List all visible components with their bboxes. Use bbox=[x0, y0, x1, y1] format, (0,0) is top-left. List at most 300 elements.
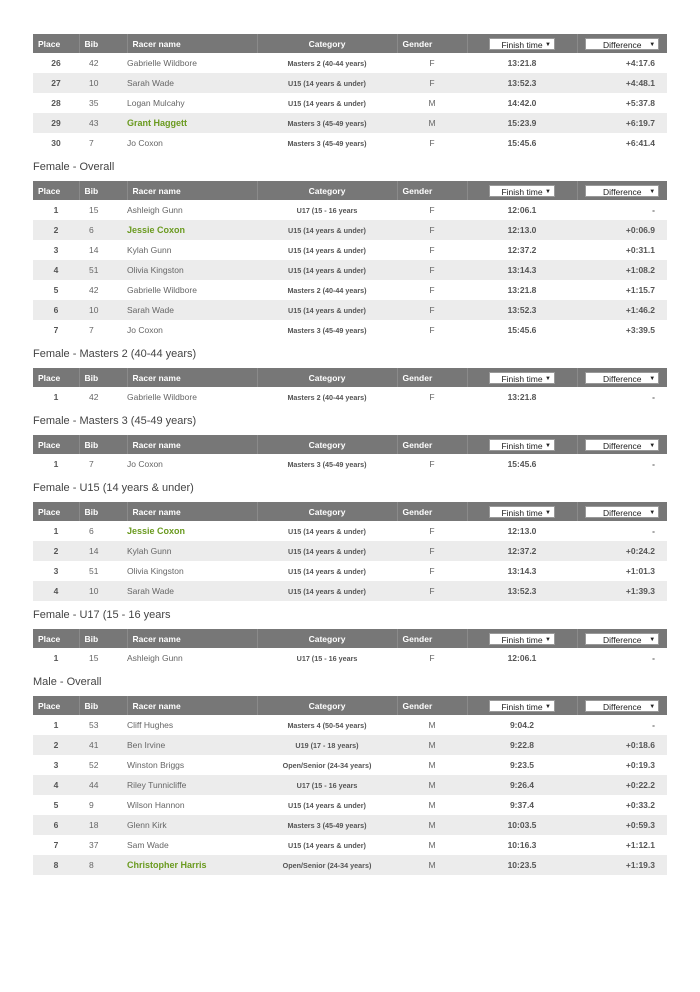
cell-bib: 14 bbox=[89, 546, 99, 556]
cell-finish-time: 10:23.5 bbox=[507, 860, 537, 870]
header-bib[interactable]: Bib bbox=[79, 368, 127, 387]
header-gender[interactable]: Gender bbox=[397, 181, 467, 200]
cell-finish-time: 13:52.3 bbox=[507, 78, 537, 88]
cell-category: Open/Senior (24-34 years) bbox=[282, 760, 372, 770]
cell-racer-name: Ben Irvine bbox=[127, 740, 166, 750]
difference-select[interactable] bbox=[585, 506, 659, 518]
results-section bbox=[33, 407, 667, 474]
cell-racer-name: Gabrielle Wildbore bbox=[127, 58, 197, 68]
header-place[interactable]: Place bbox=[38, 439, 61, 450]
header-racer-name[interactable]: Racer name bbox=[127, 696, 257, 715]
table-body bbox=[33, 715, 667, 875]
cell-place: 2 bbox=[53, 225, 59, 235]
cell-finish-time: 10:16.3 bbox=[507, 840, 537, 850]
cell-difference: +0:24.2 bbox=[625, 546, 655, 556]
results-table bbox=[33, 435, 667, 474]
results-table bbox=[33, 502, 667, 601]
cell-place: 27 bbox=[51, 78, 61, 88]
header-racer-name[interactable]: Racer name bbox=[127, 34, 257, 53]
cell-bib: 37 bbox=[89, 840, 99, 850]
cell-place: 2 bbox=[53, 740, 59, 750]
cell-gender: M bbox=[428, 780, 436, 790]
cell-difference: - bbox=[652, 205, 655, 215]
finish-time-select[interactable] bbox=[489, 700, 555, 712]
header-finish-time bbox=[467, 696, 577, 715]
header-finish-time bbox=[467, 629, 577, 648]
chevron-down-icon: ▼ bbox=[545, 636, 551, 643]
cell-bib: 51 bbox=[89, 566, 99, 576]
cell-category: U17 (15 - 16 years bbox=[296, 780, 358, 790]
table-header-row bbox=[33, 181, 667, 200]
header-bib[interactable]: Bib bbox=[79, 629, 127, 648]
finish-time-select[interactable] bbox=[489, 633, 555, 645]
results-table bbox=[33, 696, 667, 875]
table-row[interactable] bbox=[33, 93, 667, 113]
header-difference bbox=[577, 629, 667, 648]
finish-time-select-label: Finish time bbox=[501, 373, 543, 384]
cell-gender: F bbox=[429, 225, 435, 235]
table-row[interactable] bbox=[33, 133, 667, 153]
cell-difference: +1:39.3 bbox=[625, 586, 655, 596]
chevron-down-icon: ▼ bbox=[649, 703, 656, 710]
table-row[interactable] bbox=[33, 73, 667, 93]
cell-gender: F bbox=[429, 392, 435, 402]
cell-bib: 42 bbox=[89, 392, 99, 402]
cell-category: U15 (14 years & under) bbox=[288, 225, 366, 235]
cell-finish-time: 9:23.5 bbox=[509, 760, 535, 770]
header-finish-time bbox=[467, 502, 577, 521]
header-category[interactable]: Category bbox=[257, 696, 397, 715]
cell-difference: +3:39.5 bbox=[625, 325, 655, 335]
cell-racer-name: Kylah Gunn bbox=[127, 546, 172, 556]
cell-racer-name: Jo Coxon bbox=[127, 325, 163, 335]
cell-difference: +0:31.1 bbox=[625, 245, 655, 255]
table-row[interactable] bbox=[33, 521, 667, 541]
cell-gender: F bbox=[429, 526, 435, 536]
cell-bib: 35 bbox=[89, 98, 99, 108]
header-category[interactable]: Category bbox=[257, 629, 397, 648]
cell-finish-time: 12:13.0 bbox=[507, 225, 537, 235]
results-section bbox=[33, 340, 667, 407]
cell-finish-time: 14:42.0 bbox=[507, 98, 537, 108]
cell-category: Masters 2 (40-44 years) bbox=[287, 392, 367, 402]
section-title: Male - Overall bbox=[33, 676, 102, 688]
cell-place: 1 bbox=[53, 459, 59, 469]
section-title: Female - Masters 3 (45-49 years) bbox=[33, 415, 197, 427]
cell-bib: 6 bbox=[89, 225, 94, 235]
cell-finish-time: 13:21.8 bbox=[507, 392, 537, 402]
header-difference bbox=[577, 696, 667, 715]
table-row[interactable] bbox=[33, 648, 667, 668]
cell-gender: F bbox=[429, 325, 435, 335]
chevron-down-icon: ▼ bbox=[545, 41, 551, 48]
results-section bbox=[33, 474, 667, 601]
table-row[interactable] bbox=[33, 260, 667, 280]
cell-racer-name: Winston Briggs bbox=[127, 760, 185, 770]
header-place[interactable]: Place bbox=[38, 38, 61, 49]
cell-category: Masters 2 (40-44 years) bbox=[287, 58, 367, 68]
difference-select-label: Difference bbox=[602, 634, 642, 645]
cell-difference: - bbox=[652, 392, 655, 402]
cell-category: U15 (14 years & under) bbox=[288, 586, 366, 596]
cell-bib: 14 bbox=[89, 245, 99, 255]
cell-difference: - bbox=[652, 720, 655, 730]
cell-place: 30 bbox=[51, 138, 61, 148]
finish-time-select[interactable] bbox=[489, 185, 555, 197]
cell-gender: M bbox=[428, 760, 436, 770]
cell-place: 4 bbox=[53, 265, 59, 275]
cell-category: U19 (17 - 18 years) bbox=[295, 740, 359, 750]
table-row[interactable] bbox=[33, 835, 667, 855]
cell-racer-name: Sarah Wade bbox=[127, 305, 174, 315]
cell-bib: 10 bbox=[89, 78, 99, 88]
cell-category: Masters 4 (50-54 years) bbox=[287, 720, 367, 730]
header-gender[interactable]: Gender bbox=[397, 435, 467, 454]
cell-difference: - bbox=[652, 526, 655, 536]
cell-racer-name: Glenn Kirk bbox=[127, 820, 167, 830]
cell-gender: F bbox=[429, 285, 435, 295]
header-gender[interactable]: Gender bbox=[397, 629, 467, 648]
cell-place: 7 bbox=[53, 840, 59, 850]
header-bib[interactable]: Bib bbox=[79, 34, 127, 53]
cell-place: 1 bbox=[53, 526, 59, 536]
chevron-down-icon: ▼ bbox=[649, 375, 656, 382]
cell-racer-name: Ashleigh Gunn bbox=[127, 205, 183, 215]
chevron-down-icon: ▼ bbox=[649, 188, 656, 195]
results-section bbox=[33, 34, 667, 153]
header-category[interactable]: Category bbox=[257, 368, 397, 387]
cell-place: 26 bbox=[51, 58, 61, 68]
cell-place: 1 bbox=[53, 720, 59, 730]
cell-difference: - bbox=[652, 653, 655, 663]
cell-place: 5 bbox=[53, 285, 59, 295]
cell-category: Masters 3 (45-49 years) bbox=[287, 325, 367, 335]
cell-gender: M bbox=[428, 98, 436, 108]
table-row[interactable] bbox=[33, 755, 667, 775]
header-gender[interactable]: Gender bbox=[397, 368, 467, 387]
cell-place: 8 bbox=[53, 860, 59, 870]
difference-select[interactable] bbox=[585, 633, 659, 645]
header-finish-time bbox=[467, 34, 577, 53]
cell-gender: M bbox=[428, 820, 436, 830]
results-table bbox=[33, 34, 667, 153]
table-header-row bbox=[33, 502, 667, 521]
header-difference bbox=[577, 34, 667, 53]
cell-place: 3 bbox=[53, 245, 59, 255]
difference-select[interactable] bbox=[585, 372, 659, 384]
table-row[interactable] bbox=[33, 280, 667, 300]
header-place[interactable]: Place bbox=[38, 506, 61, 517]
cell-finish-time: 13:14.3 bbox=[507, 566, 537, 576]
chevron-down-icon: ▼ bbox=[545, 509, 551, 516]
cell-gender: F bbox=[429, 305, 435, 315]
chevron-down-icon: ▼ bbox=[545, 188, 551, 195]
header-racer-name[interactable]: Racer name bbox=[127, 368, 257, 387]
cell-racer-name: Sarah Wade bbox=[127, 78, 174, 88]
table-row[interactable] bbox=[33, 320, 667, 340]
cell-finish-time: 9:22.8 bbox=[509, 740, 535, 750]
difference-select[interactable] bbox=[585, 185, 659, 197]
table-body bbox=[33, 648, 667, 668]
cell-gender: F bbox=[429, 566, 435, 576]
cell-category: U15 (14 years & under) bbox=[288, 265, 366, 275]
header-finish-time bbox=[467, 435, 577, 454]
header-place[interactable]: Place bbox=[38, 700, 61, 711]
table-header-row bbox=[33, 435, 667, 454]
cell-racer-name: Gabrielle Wildbore bbox=[127, 392, 197, 402]
results-section bbox=[33, 153, 667, 340]
cell-gender: M bbox=[428, 800, 436, 810]
table-row[interactable] bbox=[33, 561, 667, 581]
header-difference bbox=[577, 181, 667, 200]
header-place[interactable]: Place bbox=[38, 185, 61, 196]
cell-category: U17 (15 - 16 years bbox=[296, 653, 358, 663]
cell-difference: +1:01.3 bbox=[625, 566, 655, 576]
cell-bib: 43 bbox=[89, 118, 99, 128]
cell-finish-time: 10:03.5 bbox=[507, 820, 537, 830]
chevron-down-icon: ▼ bbox=[649, 41, 656, 48]
cell-bib: 18 bbox=[89, 820, 99, 830]
cell-gender: M bbox=[428, 740, 436, 750]
cell-finish-time: 13:21.8 bbox=[507, 58, 537, 68]
cell-category: U15 (14 years & under) bbox=[288, 305, 366, 315]
cell-finish-time: 15:45.6 bbox=[507, 459, 537, 469]
cell-finish-time: 12:37.2 bbox=[507, 245, 537, 255]
cell-category: U15 (14 years & under) bbox=[288, 840, 366, 850]
header-bib[interactable]: Bib bbox=[79, 696, 127, 715]
header-difference bbox=[577, 368, 667, 387]
difference-select[interactable] bbox=[585, 439, 659, 451]
cell-bib: 53 bbox=[89, 720, 99, 730]
header-category[interactable]: Category bbox=[257, 181, 397, 200]
cell-racer-name: Olivia Kingston bbox=[127, 265, 184, 275]
chevron-down-icon: ▼ bbox=[649, 636, 656, 643]
table-row[interactable] bbox=[33, 715, 667, 735]
cell-finish-time: 13:14.3 bbox=[507, 265, 537, 275]
cell-category: Masters 3 (45-49 years) bbox=[287, 820, 367, 830]
finish-time-select[interactable] bbox=[489, 372, 555, 384]
cell-bib: 15 bbox=[89, 653, 99, 663]
cell-finish-time: 9:04.2 bbox=[509, 720, 535, 730]
table-body bbox=[33, 200, 667, 340]
cell-category: Masters 3 (45-49 years) bbox=[287, 459, 367, 469]
header-gender[interactable]: Gender bbox=[397, 696, 467, 715]
cell-category: U15 (14 years & under) bbox=[288, 526, 366, 536]
section-title: Female - Overall bbox=[33, 161, 115, 173]
cell-racer-name: Kylah Gunn bbox=[127, 245, 172, 255]
cell-difference: +1:12.1 bbox=[625, 840, 655, 850]
chevron-down-icon: ▼ bbox=[545, 442, 551, 449]
cell-racer-name: Jo Coxon bbox=[127, 459, 163, 469]
cell-bib: 41 bbox=[89, 740, 99, 750]
table-row[interactable] bbox=[33, 220, 667, 240]
cell-racer-name: Riley Tunnicliffe bbox=[127, 780, 187, 790]
header-bib[interactable]: Bib bbox=[79, 502, 127, 521]
cell-finish-time: 15:45.6 bbox=[507, 138, 537, 148]
cell-finish-time: 12:06.1 bbox=[507, 205, 537, 215]
table-row[interactable] bbox=[33, 855, 667, 875]
cell-category: U15 (14 years & under) bbox=[288, 78, 366, 88]
cell-gender: F bbox=[429, 265, 435, 275]
header-bib[interactable]: Bib bbox=[79, 181, 127, 200]
cell-place: 4 bbox=[53, 586, 59, 596]
cell-difference: +1:46.2 bbox=[625, 305, 655, 315]
finish-time-select-label: Finish time bbox=[501, 186, 543, 197]
cell-gender: F bbox=[429, 78, 435, 88]
table-row[interactable] bbox=[33, 387, 667, 407]
cell-category: Masters 3 (45-49 years) bbox=[287, 118, 367, 128]
cell-racer-name: Jessie Coxon bbox=[127, 225, 186, 235]
header-bib[interactable]: Bib bbox=[79, 435, 127, 454]
header-racer-name[interactable]: Racer name bbox=[127, 629, 257, 648]
header-racer-name[interactable]: Racer name bbox=[127, 435, 257, 454]
header-difference bbox=[577, 502, 667, 521]
table-row[interactable] bbox=[33, 815, 667, 835]
table-row[interactable] bbox=[33, 454, 667, 474]
cell-place: 5 bbox=[53, 800, 59, 810]
cell-gender: F bbox=[429, 138, 435, 148]
cell-bib: 51 bbox=[89, 265, 99, 275]
header-racer-name[interactable]: Racer name bbox=[127, 181, 257, 200]
section-title: Female - U15 (14 years & under) bbox=[33, 482, 194, 494]
table-row[interactable] bbox=[33, 581, 667, 601]
cell-place: 7 bbox=[53, 325, 59, 335]
cell-difference: - bbox=[652, 459, 655, 469]
cell-category: U15 (14 years & under) bbox=[288, 566, 366, 576]
cell-bib: 8 bbox=[89, 860, 94, 870]
cell-finish-time: 13:52.3 bbox=[507, 305, 537, 315]
cell-finish-time: 12:13.0 bbox=[507, 526, 537, 536]
cell-bib: 7 bbox=[89, 459, 94, 469]
finish-time-select[interactable] bbox=[489, 439, 555, 451]
cell-difference: +5:37.8 bbox=[625, 98, 655, 108]
results-table bbox=[33, 181, 667, 340]
cell-difference: +1:08.2 bbox=[625, 265, 655, 275]
finish-time-select-label: Finish time bbox=[501, 39, 543, 50]
cell-gender: F bbox=[429, 205, 435, 215]
cell-gender: M bbox=[428, 720, 436, 730]
chevron-down-icon: ▼ bbox=[545, 703, 551, 710]
difference-select-label: Difference bbox=[602, 186, 642, 197]
finish-time-select[interactable] bbox=[489, 506, 555, 518]
cell-racer-name: Logan Mulcahy bbox=[127, 98, 185, 108]
table-body bbox=[33, 521, 667, 601]
table-row[interactable] bbox=[33, 541, 667, 561]
cell-place: 4 bbox=[53, 780, 59, 790]
results-table bbox=[33, 368, 667, 407]
cell-difference: +4:48.1 bbox=[625, 78, 655, 88]
cell-finish-time: 12:06.1 bbox=[507, 653, 537, 663]
table-row[interactable] bbox=[33, 735, 667, 755]
cell-gender: F bbox=[429, 546, 435, 556]
cell-category: Masters 3 (45-49 years) bbox=[287, 138, 367, 148]
difference-select[interactable] bbox=[585, 700, 659, 712]
finish-time-select[interactable] bbox=[489, 38, 555, 50]
cell-category: U17 (15 - 16 years bbox=[296, 205, 358, 215]
cell-difference: +0:06.9 bbox=[625, 225, 655, 235]
cell-bib: 9 bbox=[89, 800, 94, 810]
cell-place: 6 bbox=[53, 820, 59, 830]
difference-select[interactable] bbox=[585, 38, 659, 50]
cell-gender: F bbox=[429, 653, 435, 663]
table-header-row bbox=[33, 368, 667, 387]
results-page bbox=[33, 34, 667, 875]
table-header-row bbox=[33, 629, 667, 648]
cell-difference: +6:19.7 bbox=[625, 118, 655, 128]
cell-category: U15 (14 years & under) bbox=[288, 546, 366, 556]
finish-time-select-label: Finish time bbox=[501, 701, 543, 712]
table-row[interactable] bbox=[33, 53, 667, 73]
table-row[interactable] bbox=[33, 240, 667, 260]
cell-place: 1 bbox=[53, 653, 59, 663]
finish-time-select-label: Finish time bbox=[501, 440, 543, 451]
cell-finish-time: 13:21.8 bbox=[507, 285, 537, 295]
header-place[interactable]: Place bbox=[38, 372, 61, 383]
chevron-down-icon: ▼ bbox=[649, 442, 656, 449]
cell-bib: 10 bbox=[89, 586, 99, 596]
cell-racer-name: Sam Wade bbox=[127, 840, 169, 850]
chevron-down-icon: ▼ bbox=[545, 375, 551, 382]
cell-difference: +1:19.3 bbox=[625, 860, 655, 870]
cell-difference: +0:33.2 bbox=[625, 800, 655, 810]
cell-racer-name: Grant Haggett bbox=[127, 118, 188, 128]
header-category[interactable]: Category bbox=[257, 34, 397, 53]
table-row[interactable] bbox=[33, 113, 667, 133]
difference-select-label: Difference bbox=[602, 507, 642, 518]
cell-racer-name: Christopher Harris bbox=[127, 860, 207, 870]
cell-place: 6 bbox=[53, 305, 59, 315]
table-body bbox=[33, 454, 667, 474]
table-row[interactable] bbox=[33, 300, 667, 320]
cell-finish-time: 13:52.3 bbox=[507, 586, 537, 596]
table-row[interactable] bbox=[33, 775, 667, 795]
header-gender[interactable]: Gender bbox=[397, 34, 467, 53]
difference-select-label: Difference bbox=[602, 373, 642, 384]
cell-bib: 15 bbox=[89, 205, 99, 215]
table-body bbox=[33, 53, 667, 153]
cell-gender: F bbox=[429, 58, 435, 68]
header-finish-time bbox=[467, 368, 577, 387]
cell-racer-name: Olivia Kingston bbox=[127, 566, 184, 576]
cell-category: Masters 2 (40-44 years) bbox=[287, 285, 367, 295]
results-section bbox=[33, 668, 667, 875]
header-racer-name[interactable]: Racer name bbox=[127, 502, 257, 521]
cell-place: 3 bbox=[53, 566, 59, 576]
cell-gender: F bbox=[429, 586, 435, 596]
cell-racer-name: Cliff Hughes bbox=[127, 720, 174, 730]
cell-place: 2 bbox=[53, 546, 59, 556]
finish-time-select-label: Finish time bbox=[501, 634, 543, 645]
cell-gender: F bbox=[429, 245, 435, 255]
header-gender[interactable]: Gender bbox=[397, 502, 467, 521]
cell-finish-time: 9:26.4 bbox=[509, 780, 535, 790]
cell-racer-name: Jessie Coxon bbox=[127, 526, 186, 536]
header-place[interactable]: Place bbox=[38, 633, 61, 644]
cell-bib: 42 bbox=[89, 58, 99, 68]
table-row[interactable] bbox=[33, 795, 667, 815]
header-category[interactable]: Category bbox=[257, 435, 397, 454]
table-row[interactable] bbox=[33, 200, 667, 220]
cell-place: 1 bbox=[53, 205, 59, 215]
cell-racer-name: Gabrielle Wildbore bbox=[127, 285, 197, 295]
results-table bbox=[33, 629, 667, 668]
cell-finish-time: 15:45.6 bbox=[507, 325, 537, 335]
header-category[interactable]: Category bbox=[257, 502, 397, 521]
cell-difference: +4:17.6 bbox=[625, 58, 655, 68]
chevron-down-icon: ▼ bbox=[649, 509, 656, 516]
cell-difference: +6:41.4 bbox=[625, 138, 655, 148]
cell-bib: 44 bbox=[89, 780, 99, 790]
